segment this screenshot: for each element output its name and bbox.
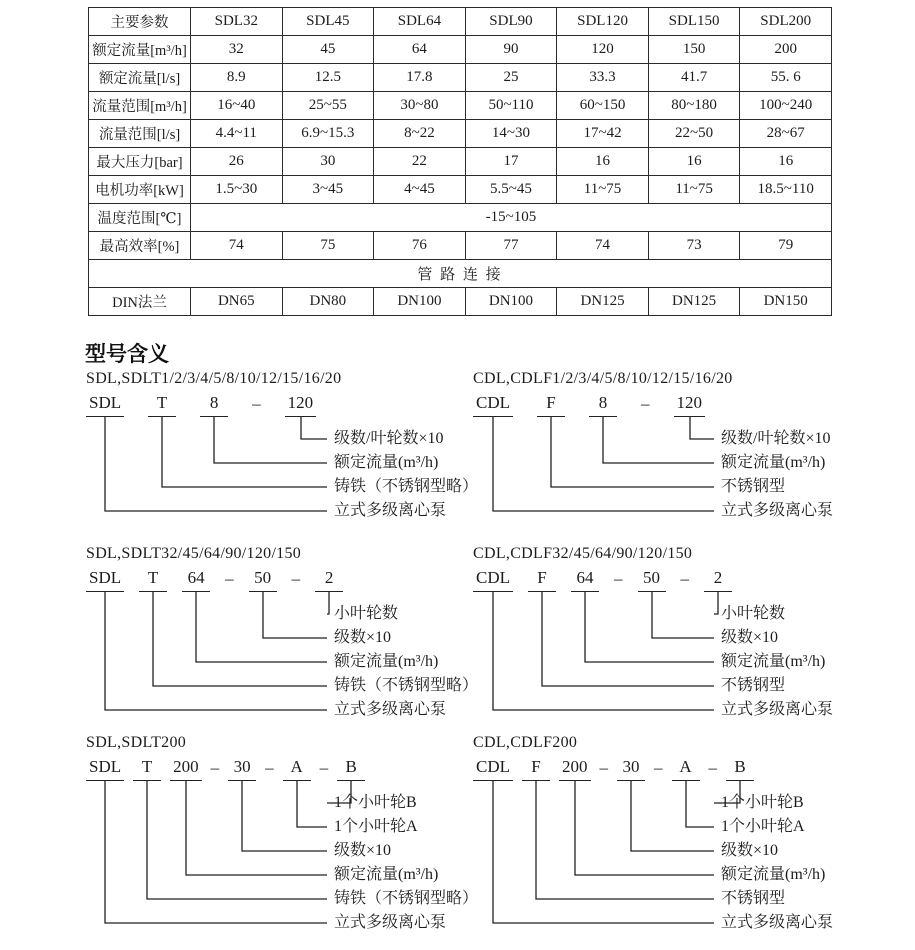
model-dash: – bbox=[225, 569, 234, 588]
model-code-row bbox=[86, 393, 486, 417]
model-part-label: 不锈钢型 bbox=[721, 890, 786, 907]
model-token: CDL bbox=[473, 393, 513, 417]
model-part-label: 级数×10 bbox=[334, 629, 392, 646]
value-cell: 30 bbox=[282, 148, 374, 176]
value-cell: 22~50 bbox=[648, 120, 740, 148]
value-cell: 76 bbox=[374, 232, 466, 260]
model-part-label: 小叶轮数 bbox=[721, 605, 786, 622]
model-dash: – bbox=[265, 758, 274, 777]
model-token: B bbox=[726, 757, 754, 781]
model-part-label: 级数×10 bbox=[721, 842, 779, 859]
row-label-cell: 电机功率[kW] bbox=[89, 176, 191, 204]
value-cell: 32 bbox=[191, 36, 283, 64]
model-token: A bbox=[672, 757, 700, 781]
model-part-label: 1个小叶轮A bbox=[334, 818, 418, 835]
value-cell: DN125 bbox=[557, 288, 649, 316]
model-part-label: 铸铁（不锈钢型略） bbox=[334, 478, 479, 495]
column-header-cell: SDL120 bbox=[557, 8, 649, 36]
value-cell: 12.5 bbox=[282, 64, 374, 92]
row-label-cell: 最高效率[%] bbox=[89, 232, 191, 260]
value-cell: 41.7 bbox=[648, 64, 740, 92]
value-cell: DN125 bbox=[648, 288, 740, 316]
table-row bbox=[89, 176, 832, 204]
value-cell: 18.5~110 bbox=[740, 176, 832, 204]
model-token: CDL bbox=[473, 757, 513, 781]
value-cell: 200 bbox=[740, 36, 832, 64]
model-dash: – bbox=[708, 758, 717, 777]
value-cell: 17.8 bbox=[374, 64, 466, 92]
value-cell: 26 bbox=[191, 148, 283, 176]
model-token: SDL bbox=[86, 393, 124, 417]
model-token: SDL bbox=[86, 568, 124, 592]
model-part-label: 小叶轮数 bbox=[334, 605, 399, 622]
model-token: 200 bbox=[559, 757, 591, 781]
model-token: T bbox=[148, 393, 176, 417]
model-dash: – bbox=[210, 758, 220, 777]
model-series: SDL,SDLT32/45/64/90/120/150 bbox=[86, 545, 302, 562]
table-row bbox=[89, 204, 832, 232]
value-cell: 6.9~15.3 bbox=[282, 120, 374, 148]
model-token: F bbox=[537, 393, 565, 417]
model-token: 8 bbox=[589, 393, 617, 417]
model-dash: – bbox=[319, 758, 329, 777]
pipe-connection-cell: 管 路 连 接 bbox=[89, 260, 832, 288]
value-cell: 4.4~11 bbox=[191, 120, 283, 148]
column-header-cell: SDL32 bbox=[191, 8, 283, 36]
model-part-label: 额定流量(m³/h) bbox=[721, 866, 826, 883]
model-part-label: 级数×10 bbox=[721, 629, 779, 646]
value-cell: 16 bbox=[557, 148, 649, 176]
column-header-cell: SDL45 bbox=[282, 8, 374, 36]
value-cell: 5.5~45 bbox=[465, 176, 557, 204]
model-diagram-cdl-mid bbox=[473, 544, 873, 722]
model-token: F bbox=[528, 568, 556, 592]
value-cell: 74 bbox=[191, 232, 283, 260]
spec-table bbox=[88, 7, 832, 316]
model-code-row bbox=[86, 757, 486, 781]
value-cell: DN150 bbox=[740, 288, 832, 316]
value-cell: 1.5~30 bbox=[191, 176, 283, 204]
value-cell: 150 bbox=[648, 36, 740, 64]
model-token: 50 bbox=[638, 568, 666, 592]
model-diagram-sdl-200 bbox=[86, 733, 486, 935]
value-cell: 14~30 bbox=[465, 120, 557, 148]
param-header-cell: 主要参数 bbox=[89, 8, 191, 36]
row-label-cell: 额定流量[l/s] bbox=[89, 64, 191, 92]
model-part-label: 额定流量(m³/h) bbox=[721, 653, 826, 670]
value-cell: DN65 bbox=[191, 288, 283, 316]
model-series: SDL,SDLT1/2/3/4/5/8/10/12/15/16/20 bbox=[86, 370, 342, 387]
model-dash: – bbox=[654, 758, 663, 777]
table-header-row bbox=[89, 8, 832, 36]
model-series: CDL,CDLF1/2/3/4/5/8/10/12/15/16/20 bbox=[473, 370, 733, 387]
model-token: 30 bbox=[617, 757, 645, 781]
model-token: CDL bbox=[473, 568, 513, 592]
model-part-label: 立式多级离心泵 bbox=[721, 701, 834, 718]
model-token: 200 bbox=[170, 757, 202, 781]
value-cell: 11~75 bbox=[557, 176, 649, 204]
value-cell: 25 bbox=[465, 64, 557, 92]
value-cell: 90 bbox=[465, 36, 557, 64]
row-label-cell: 额定流量[m³/h] bbox=[89, 36, 191, 64]
model-code-row bbox=[86, 568, 486, 592]
model-code-row bbox=[473, 757, 873, 781]
model-part-label: 1个小叶轮B bbox=[334, 794, 417, 811]
model-part-label: 额定流量(m³/h) bbox=[334, 866, 439, 883]
model-dash: – bbox=[614, 569, 623, 588]
value-cell: 25~55 bbox=[282, 92, 374, 120]
model-part-label: 立式多级离心泵 bbox=[721, 914, 834, 931]
table-row bbox=[89, 120, 832, 148]
table-row bbox=[89, 92, 832, 120]
model-dash: – bbox=[599, 758, 608, 777]
model-series: CDL,CDLF200 bbox=[473, 734, 578, 751]
value-cell: 79 bbox=[740, 232, 832, 260]
value-cell: 64 bbox=[374, 36, 466, 64]
model-dash: – bbox=[680, 569, 689, 588]
model-code-row bbox=[473, 393, 873, 417]
table-row bbox=[89, 288, 832, 316]
value-cell: 45 bbox=[282, 36, 374, 64]
section-title: 型号含义 bbox=[85, 343, 169, 366]
model-series: SDL,SDLT200 bbox=[86, 734, 187, 751]
model-part-label: 级数/叶轮数×10 bbox=[334, 430, 444, 447]
value-cell: 80~180 bbox=[648, 92, 740, 120]
model-token: 2 bbox=[704, 568, 732, 592]
value-cell: 74 bbox=[557, 232, 649, 260]
row-label-cell: 流量范围[l/s] bbox=[89, 120, 191, 148]
model-token: T bbox=[139, 568, 167, 592]
value-cell: 11~75 bbox=[648, 176, 740, 204]
model-token: 8 bbox=[200, 393, 228, 417]
model-part-label: 额定流量(m³/h) bbox=[334, 653, 439, 670]
model-part-label: 立式多级离心泵 bbox=[334, 914, 447, 931]
column-header-cell: SDL200 bbox=[740, 8, 832, 36]
value-cell: 120 bbox=[557, 36, 649, 64]
table-row bbox=[89, 36, 832, 64]
value-cell: 16 bbox=[648, 148, 740, 176]
column-header-cell: SDL64 bbox=[374, 8, 466, 36]
value-cell: 50~110 bbox=[465, 92, 557, 120]
table-row bbox=[89, 232, 832, 260]
model-part-label: 额定流量(m³/h) bbox=[334, 454, 439, 471]
value-cell: DN80 bbox=[282, 288, 374, 316]
merged-value-cell: -15~105 bbox=[191, 204, 832, 232]
model-dash: – bbox=[291, 569, 301, 588]
model-part-label: 不锈钢型 bbox=[721, 677, 786, 694]
model-series: CDL,CDLF32/45/64/90/120/150 bbox=[473, 545, 693, 562]
model-part-labels bbox=[334, 791, 486, 935]
model-token: 120 bbox=[674, 393, 706, 417]
model-part-label: 立式多级离心泵 bbox=[334, 701, 447, 718]
value-cell: 75 bbox=[282, 232, 374, 260]
model-diagram-cdl-200 bbox=[473, 733, 873, 935]
model-diagram-sdl-mid bbox=[86, 544, 486, 722]
value-cell: 30~80 bbox=[374, 92, 466, 120]
value-cell: 16 bbox=[740, 148, 832, 176]
value-cell: 3~45 bbox=[282, 176, 374, 204]
value-cell: 22 bbox=[374, 148, 466, 176]
model-part-label: 级数×10 bbox=[334, 842, 392, 859]
table-row bbox=[89, 260, 832, 288]
model-part-labels bbox=[721, 602, 873, 722]
model-token: T bbox=[133, 757, 161, 781]
model-token: 120 bbox=[285, 393, 317, 417]
model-part-label: 不锈钢型 bbox=[721, 478, 786, 495]
model-code-row bbox=[473, 568, 873, 592]
value-cell: DN100 bbox=[465, 288, 557, 316]
table-row bbox=[89, 64, 832, 92]
model-part-label: 立式多级离心泵 bbox=[334, 502, 447, 519]
column-header-cell: SDL150 bbox=[648, 8, 740, 36]
model-part-label: 额定流量(m³/h) bbox=[721, 454, 826, 471]
model-part-labels bbox=[334, 602, 486, 722]
column-header-cell: SDL90 bbox=[465, 8, 557, 36]
model-part-label: 立式多级离心泵 bbox=[721, 502, 834, 519]
value-cell: DN100 bbox=[374, 288, 466, 316]
model-token: A bbox=[283, 757, 311, 781]
value-cell: 73 bbox=[648, 232, 740, 260]
model-part-labels bbox=[721, 791, 873, 935]
table-row bbox=[89, 148, 832, 176]
value-cell: 33.3 bbox=[557, 64, 649, 92]
value-cell: 17~42 bbox=[557, 120, 649, 148]
model-token: 2 bbox=[315, 568, 343, 592]
model-part-labels bbox=[334, 427, 486, 523]
model-diagram-sdl-small bbox=[86, 369, 486, 523]
row-label-cell: DIN法兰 bbox=[89, 288, 191, 316]
value-cell: 16~40 bbox=[191, 92, 283, 120]
model-dash: – bbox=[641, 394, 650, 413]
model-token: B bbox=[337, 757, 365, 781]
model-part-label: 1个小叶轮A bbox=[721, 818, 805, 835]
row-label-cell: 最大压力[bar] bbox=[89, 148, 191, 176]
model-token: 64 bbox=[571, 568, 599, 592]
model-part-label: 铸铁（不锈钢型略） bbox=[334, 890, 479, 907]
model-dash: – bbox=[252, 394, 261, 413]
model-token: SDL bbox=[86, 757, 124, 781]
model-token: F bbox=[522, 757, 550, 781]
value-cell: 4~45 bbox=[374, 176, 466, 204]
model-part-labels bbox=[721, 427, 873, 523]
value-cell: 28~67 bbox=[740, 120, 832, 148]
value-cell: 17 bbox=[465, 148, 557, 176]
row-label-cell: 温度范围[℃] bbox=[89, 204, 191, 232]
value-cell: 8~22 bbox=[374, 120, 466, 148]
model-part-label: 1个小叶轮B bbox=[721, 794, 804, 811]
model-diagram-cdl-small bbox=[473, 369, 873, 523]
value-cell: 100~240 bbox=[740, 92, 832, 120]
model-part-label: 铸铁（不锈钢型略） bbox=[334, 677, 479, 694]
value-cell: 77 bbox=[465, 232, 557, 260]
value-cell: 8.9 bbox=[191, 64, 283, 92]
model-part-label: 级数/叶轮数×10 bbox=[721, 430, 831, 447]
model-token: 30 bbox=[228, 757, 256, 781]
row-label-cell: 流量范围[m³/h] bbox=[89, 92, 191, 120]
model-token: 64 bbox=[182, 568, 210, 592]
model-token: 50 bbox=[249, 568, 277, 592]
value-cell: 55. 6 bbox=[740, 64, 832, 92]
value-cell: 60~150 bbox=[557, 92, 649, 120]
